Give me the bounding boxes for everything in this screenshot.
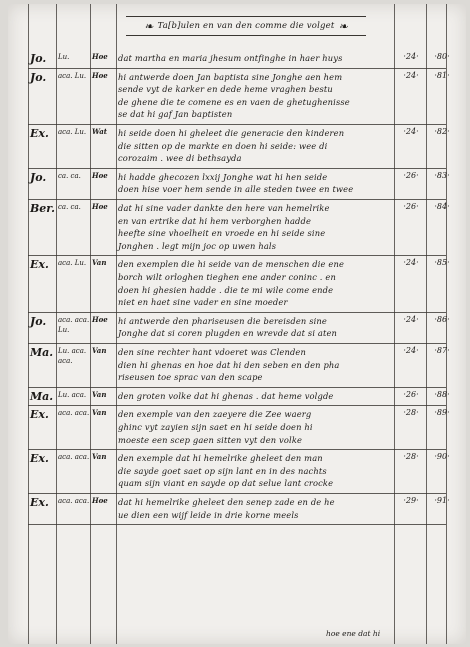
- chapter-mark: aca. Lu.: [58, 71, 87, 80]
- chapter-mark: ca. ca.: [58, 171, 81, 180]
- folio-number: ·26·: [403, 170, 419, 180]
- text-line: corozaim . wee di bethsayda: [118, 153, 242, 164]
- row-divider: [28, 387, 446, 388]
- initial-word: Hoe: [92, 496, 108, 505]
- text-line: hi antwerde doen Jan baptista sine Jonghe aen hem: [118, 71, 343, 82]
- folio-number: ·24·: [403, 258, 419, 268]
- initial-word: Van: [92, 258, 107, 268]
- folio-number: ·28·: [403, 408, 419, 418]
- text-line: se dat hi gaf Jan baptisten: [118, 109, 233, 120]
- initial-word: Hoe: [92, 170, 108, 180]
- folio-number: ·26·: [403, 389, 419, 399]
- entry-text: [118, 52, 394, 65]
- evangelist-mark: Ex.: [30, 258, 49, 272]
- entry-text: [118, 127, 394, 165]
- entry-number: ·91·: [434, 496, 450, 505]
- text-line: heefte sine vhoelheit en vroede en hi seide sine: [118, 228, 326, 239]
- margin-rule: [28, 4, 29, 644]
- initial-word: Van: [92, 389, 107, 399]
- chapter-mark: aca. Lu.: [58, 259, 87, 268]
- text-line: sende vyt de karker en dede heme vraghen bestu: [118, 84, 333, 95]
- evangelist-mark: Jo.: [30, 70, 47, 84]
- evangelist-mark: Ex.: [30, 452, 49, 466]
- chapter-mark: aca. Lu.: [58, 128, 87, 136]
- initial-word: Van: [92, 346, 107, 355]
- initial-word: Hoe: [92, 70, 108, 80]
- row-divider: [28, 168, 446, 169]
- evangelist-mark: Ex.: [30, 408, 49, 422]
- text-line: den exemplen die hi seide van de menschen die ene: [118, 259, 345, 270]
- evangelist-mark: Jo.: [30, 314, 47, 328]
- column-rule: [56, 4, 57, 644]
- row-divider: [28, 493, 446, 494]
- evangelist-mark: Ber.: [30, 202, 55, 215]
- entry-text: [118, 258, 394, 308]
- entry-number: ·90·: [434, 452, 450, 462]
- text-line: den exemple van den zaeyere die Zee waerg: [118, 409, 312, 420]
- folio-number: ·24·: [403, 70, 419, 80]
- text-line: doen hi ghesien hadde . die te mi wile come ende: [118, 284, 334, 295]
- evangelist-mark: Jo.: [30, 170, 47, 184]
- initial-word: Van: [92, 408, 107, 418]
- entry-text: [118, 408, 394, 446]
- folio-number: ·24·: [403, 127, 419, 136]
- text-line: riseusen toe sprac van den scape: [118, 372, 263, 383]
- page-title: [126, 16, 366, 36]
- folio-number: ·24·: [403, 346, 419, 355]
- text-line: dat hi sine vader dankte den here van hemelrike: [118, 203, 330, 213]
- text-line: hi hadde ghecozen lxxij Jonghe wat hi hen seide: [118, 171, 328, 182]
- catchword: hoe ene dat hi: [326, 629, 381, 638]
- text-line: dat martha en maria jhesum ontfinghe in haer huys: [118, 53, 343, 63]
- row-divider: [28, 449, 446, 450]
- text-line: den exemple dat hi hemelrike gheleet den man: [118, 453, 323, 464]
- initial-word: Hoe: [92, 314, 108, 324]
- entry-number: ·83·: [434, 170, 450, 180]
- column-rule: [116, 4, 117, 644]
- initial-word: Wat: [92, 127, 108, 136]
- evangelist-mark: Jo.: [30, 52, 47, 65]
- evangelist-mark: Ex.: [30, 496, 49, 509]
- text-line: dien hi ghenas en hoe dat hi den seben en den pha: [118, 359, 340, 370]
- text-line: quam sijn viant en sayde op dat selue lant crocke: [118, 478, 334, 489]
- manuscript-page: [8, 4, 466, 644]
- row-divider: [28, 343, 446, 344]
- row-divider: [28, 255, 446, 256]
- entry-number: ·85·: [434, 258, 450, 268]
- chapter-mark: Lu.: [58, 53, 70, 61]
- text-line: en van ertrike dat hi hem verborghen hadde: [118, 215, 312, 226]
- text-line: borch wilt orloghen tieghen ene ander coninc . en: [118, 271, 336, 282]
- evangelist-mark: Ma.: [30, 346, 54, 359]
- text-line: moeste een scep gaen sitten vyt den volke: [118, 434, 303, 445]
- text-line: Jonghen . legt mijn joc op uwen hals: [118, 240, 277, 251]
- evangelist-mark: Ex.: [30, 127, 49, 140]
- entry-number: ·87·: [434, 346, 450, 355]
- text-line: Jonghe dat si coren plugden en wrevde dat si aten: [118, 328, 338, 339]
- header-title: Ta[b]ulen en van den comme die volget: [157, 21, 335, 31]
- chapter-mark: ca. ca.: [58, 203, 81, 211]
- entry-number: ·80·: [434, 52, 450, 61]
- folio-number: ·26·: [403, 202, 419, 211]
- folio-number: ·24·: [403, 52, 419, 61]
- text-line: dat hi hemelrike gheleet den senep zade en de he: [118, 497, 335, 507]
- row-divider: [28, 312, 446, 313]
- flourish-icon: ❧: [338, 19, 348, 33]
- folio-number: ·24·: [403, 314, 419, 324]
- initial-word: Van: [92, 452, 107, 462]
- entry-number: ·81·: [434, 70, 450, 80]
- text-line: die sitten op de markte en doen hi seide: wee di: [118, 140, 328, 151]
- row-divider: [28, 68, 446, 69]
- evangelist-mark: Ma.: [30, 389, 54, 403]
- row-divider: [28, 405, 446, 406]
- text-line: ghinc vyt zayien sijn saet en hi seide doen hi: [118, 421, 313, 432]
- chapter-mark: aca. aca. Lu.: [58, 315, 90, 334]
- entry-text: [118, 315, 394, 340]
- entry-text: [118, 390, 394, 403]
- text-line: de ghene die te comene es en vaen de ghetughenisse: [118, 96, 350, 107]
- entry-text: [118, 346, 394, 384]
- column-rule: [394, 4, 395, 644]
- initial-word: Hoe: [92, 52, 108, 61]
- entry-text: [118, 202, 394, 252]
- entry-number: ·86·: [434, 314, 450, 324]
- flourish-icon: ❧: [144, 19, 154, 33]
- text-line: niet en haet sine vader en sine moeder: [118, 297, 288, 308]
- text-line: ue dien een wijf leide in drie korne meels: [118, 509, 299, 520]
- entry-number: ·88·: [434, 389, 450, 399]
- entry-text: [118, 71, 394, 121]
- chapter-mark: aca. aca.: [58, 453, 90, 462]
- text-line: hi antwerde den phariseusen die bereisden sine: [118, 315, 327, 326]
- margin-rule: [446, 4, 447, 644]
- text-line: hi seide doen hi gheleet die generacie den kinderen: [118, 128, 345, 138]
- entry-text: [118, 496, 394, 521]
- row-divider: [28, 199, 446, 200]
- text-line: die sayde goet saet op sijn lant en in des nachts: [118, 465, 327, 476]
- folio-number: ·29·: [403, 496, 419, 505]
- entry-number: ·82·: [434, 127, 450, 136]
- folio-number: ·28·: [403, 452, 419, 462]
- entry-text: [118, 171, 394, 196]
- row-divider: [28, 524, 446, 525]
- text-line: den groten volke dat hi ghenas . dat heme volgde: [118, 390, 334, 401]
- entry-number: ·84·: [434, 202, 450, 211]
- entry-number: ·89·: [434, 408, 450, 418]
- chapter-mark: Lu. aca. aca.: [58, 347, 87, 365]
- row-divider: [28, 124, 446, 125]
- chapter-mark: aca. aca.: [58, 497, 90, 505]
- chapter-mark: aca. aca.: [58, 409, 90, 418]
- entry-text: [118, 452, 394, 490]
- text-line: den sine rechter hant vdoeret was Clenden: [118, 347, 306, 357]
- text-line: doen hise voer hem sende in alle steden twee en twee: [118, 184, 354, 195]
- initial-word: Hoe: [92, 202, 108, 211]
- column-rule: [426, 4, 427, 644]
- chapter-mark: Lu. aca.: [58, 390, 87, 399]
